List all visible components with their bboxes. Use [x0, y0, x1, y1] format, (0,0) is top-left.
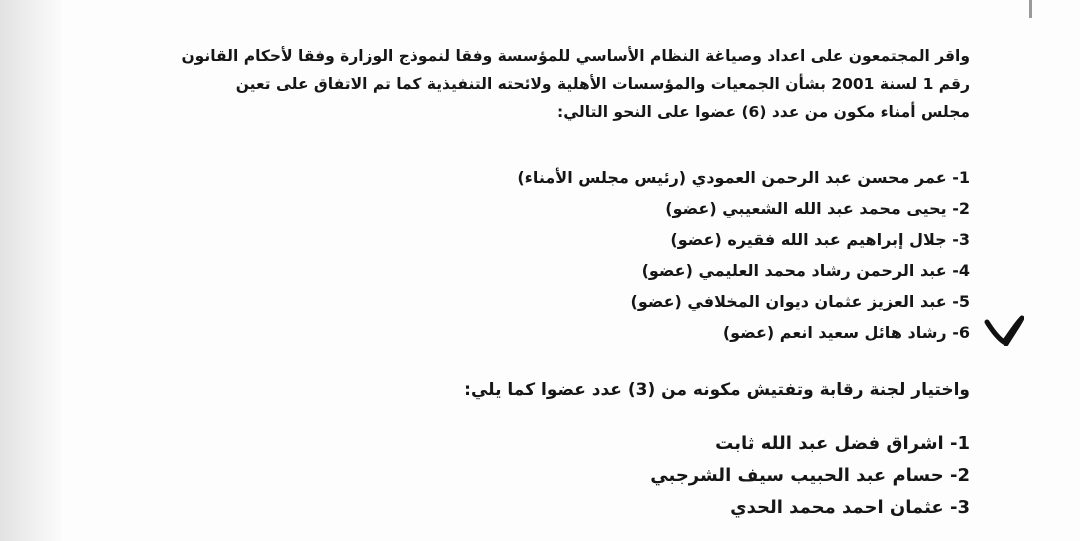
list-item: 1- اشراق فضل عبد الله ثابت — [715, 433, 970, 454]
list-item: 5- عبد العزيز عثمان ديوان المخلافي (عضو) — [630, 292, 970, 311]
scan-edge-line — [1029, 0, 1032, 18]
list-item: 2- يحيى محمد عبد الله الشعيبي (عضو) — [665, 199, 970, 218]
intro-line: رقم 1 لسنة 2001 بشأن الجمعيات والمؤسسات الأهلية ولائحته التنفيذية كما تم الاتفاق على تعين — [235, 75, 970, 93]
list-item: 1- عمر محسن عبد الرحمن العمودي (رئيس مجلس الأمناء) — [517, 168, 970, 187]
list-item: 3- عثمان احمد محمد الحدي — [730, 497, 970, 518]
committee-heading: واختيار لجنة رقابة وتفتيش مكونه من (3) عدد عضوا كما يلي: — [464, 380, 970, 400]
list-item: 2- حسام عبد الحبيب سيف الشرجبي — [650, 465, 970, 486]
list-item: 6- رشاد هائل سعيد انعم (عضو) — [722, 323, 970, 342]
board-members-list — [517, 162, 970, 348]
intro-line: واقر المجتمعون على اعداد وصياغة النظام الأساسي للمؤسسة وفقا لنموذج الوزارة وفقا لأحكام القانون — [181, 47, 970, 65]
list-item: 4- عبد الرحمن رشاد محمد العليمي (عضو) — [641, 261, 970, 280]
intro-paragraph — [130, 42, 970, 126]
handwritten-check-mark — [984, 312, 1024, 346]
committee-members-list — [650, 428, 970, 524]
intro-line: مجلس أمناء مكون من عدد (6) عضوا على النحو التالي: — [557, 103, 970, 121]
page-edge-shadow — [0, 0, 62, 541]
list-item: 3- جلال إبراهيم عبد الله فقيره (عضو) — [670, 230, 970, 249]
